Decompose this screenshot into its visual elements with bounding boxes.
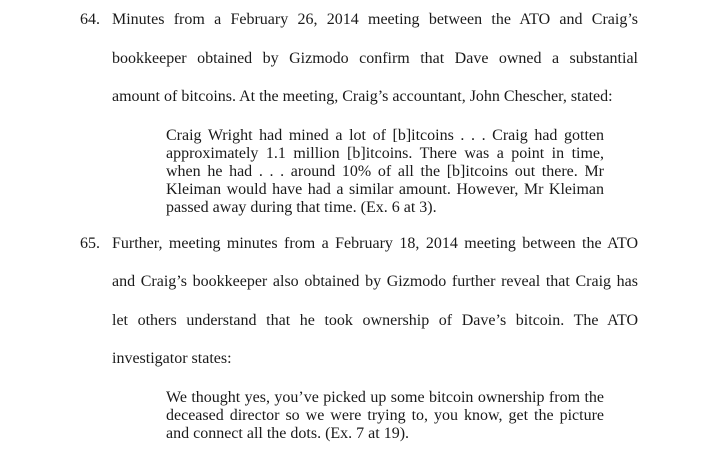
block-quote: We thought yes, you’ve picked up some bitcoin ownership from the deceased director so we were trying to, you know, get the picture and connect all the dots. (Ex. 7 at 19).: [166, 389, 604, 442]
paragraph-line: Further, meeting minutes from a February 18, 2014 meeting between the ATO: [112, 235, 638, 252]
paragraph-line: investigator states:: [112, 350, 232, 367]
paragraph-number: 64.: [80, 11, 100, 28]
paragraph-line: and Craig’s bookkeeper also obtained by Gizmodo further reveal that Craig has: [112, 273, 638, 290]
paragraph-line: let others understand that he took ownership of Dave’s bitcoin. The ATO: [112, 312, 638, 329]
paragraph-line: amount of bitcoins. At the meeting, Craig’s accountant, John Chescher, stated:: [112, 88, 613, 105]
block-quote: Craig Wright had mined a lot of [b]itcoins . . . Craig had gotten approximately 1.1 million [b]itcoins. There was a point in time, when he had . . . around 10% of all the [b]itcoins out there. Mr Kleiman would have had a similar amount. However, Mr Kleiman passed away during that time. (Ex. 6 at 3).: [166, 127, 604, 216]
paragraph-number: 65.: [80, 235, 100, 252]
paragraph-line: bookkeeper obtained by Gizmodo confirm that Dave owned a substantial: [112, 50, 638, 67]
paragraph-line: Minutes from a February 26, 2014 meeting between the ATO and Craig’s: [112, 11, 638, 28]
